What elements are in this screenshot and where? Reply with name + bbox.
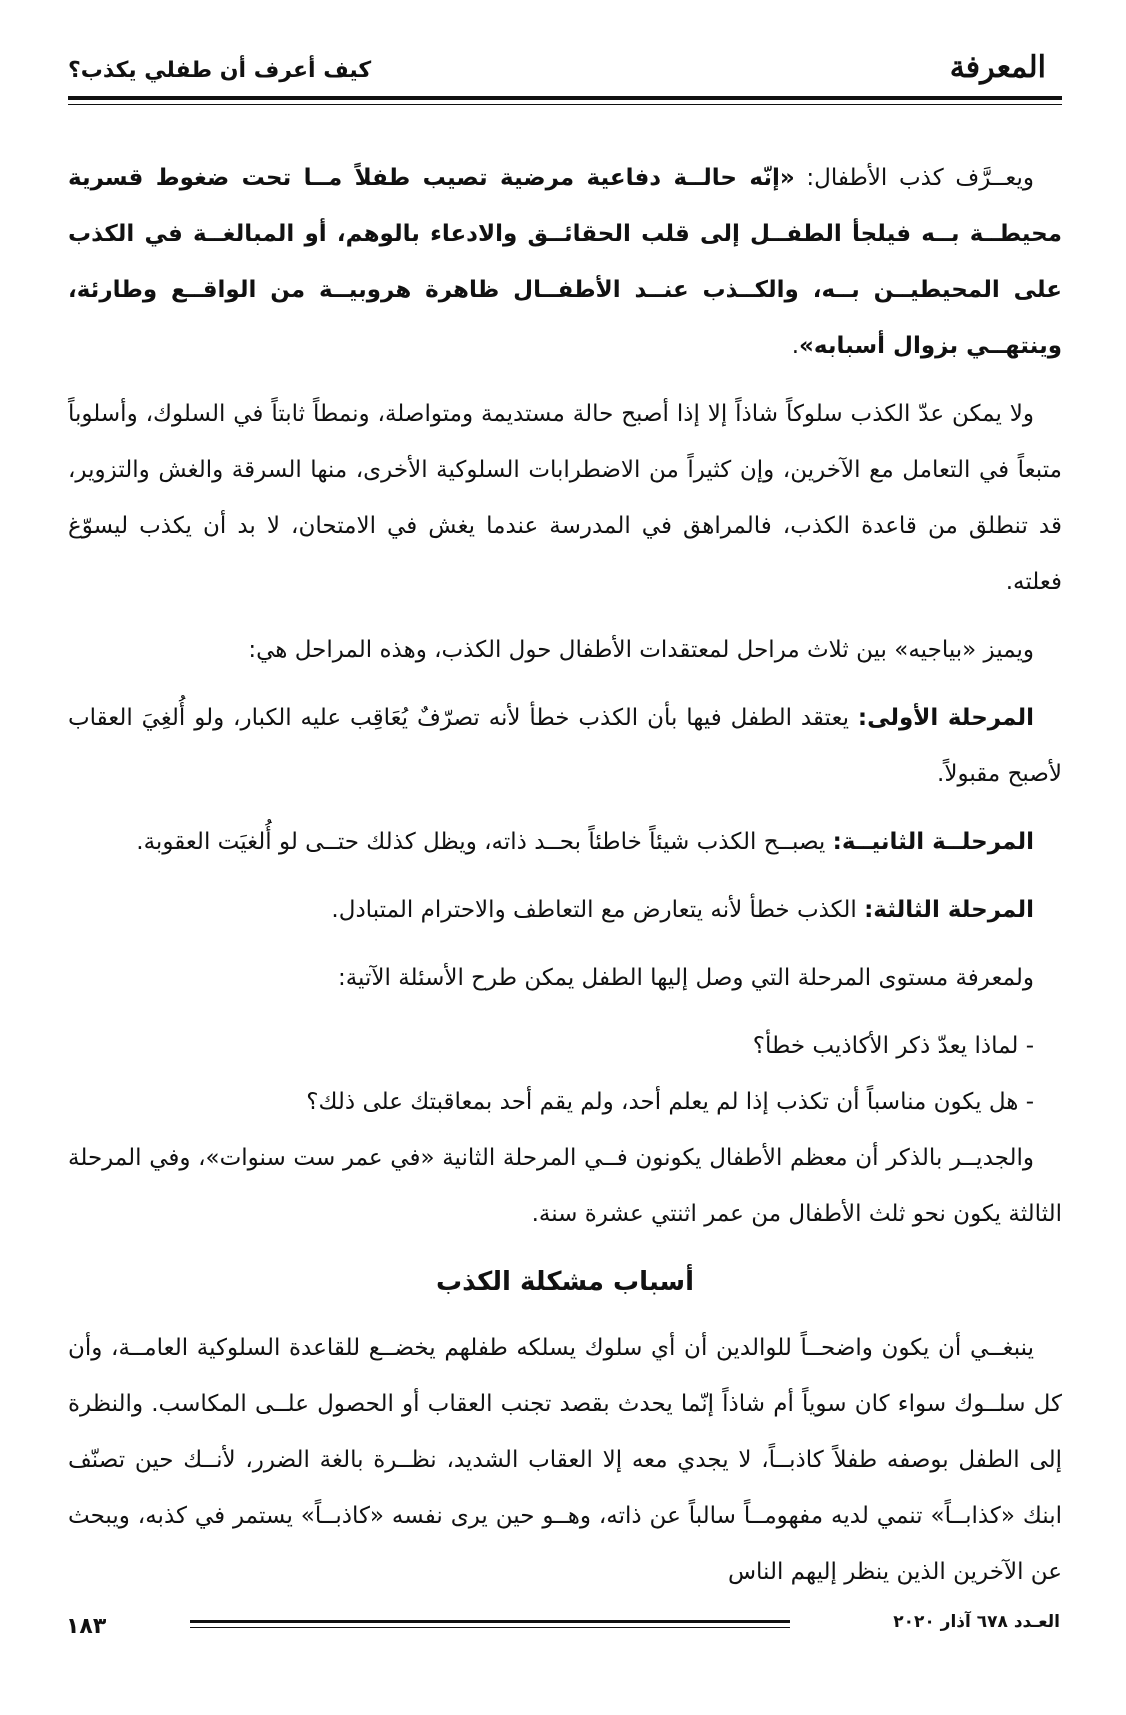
paragraph-causes: ينبغــي أن يكون واضحــاً للوالدين أن أي سلوك يسلكه طفلهم يخضــع للقاعدة السلوكية العامــة، وأن كل سلــوك سواء كان سوياً أم شاذاً إنّما يحدث بقصد تجنب العقاب أو الحصول علــى المكاسب. والنظرة إلى الطفل بوصفه طفلاً كاذبــاً، لا يجدي معه إلا العقاب الشديد، نظــرة بالغة الضرر، لأنــك حين تصنّف ابنك «كذابــاً» تنمي لديه مفهومــاً سالباً عن ذاته، وهــو حين يرى نفسه «كاذبــاً» يستمر في كذبه، ويبحث عن الآخرين الذين ينظر إليهم الناس xyxy=(68,1335,1062,1585)
stage-three-label: المرحلة الثالثة: xyxy=(864,897,1034,923)
stage-one-text: يعتقد الطفل فيها بأن الكذب خطأ لأنه تصرّفٌ يُعَاقِب عليه الكبار، ولو أُلغِيَ العقاب لأصبح مقبولاً. xyxy=(68,705,1062,787)
paragraph-stage-three xyxy=(68,882,1062,938)
issue-info: العـدد ٦٧٨ آذار ٢٠٢٠ xyxy=(893,1612,1060,1632)
paragraph-definition xyxy=(68,150,1062,374)
paragraph-age-note: والجديــر بالذكر أن معظم الأطفال يكونون فــي المرحلة الثانية «في عمر ست سنوات»، وفي المرحلة الثالثة يكون نحو ثلث الأطفال من عمر اثنتي عشرة سنة. xyxy=(68,1145,1062,1227)
page-number: ١٨٣ xyxy=(66,1614,107,1639)
paragraph-questions-intro: ولمعرفة مستوى المرحلة التي وصل إليها الطفل يمكن طرح الأسئلة الآتية: xyxy=(337,965,1034,991)
question-item: - هل يكون مناسباً أن تكذب إذا لم يعلم أحد، ولم يقم أحد بمعاقبتك على ذلك؟ xyxy=(306,1089,1034,1115)
paragraph-stage-two xyxy=(68,814,1062,870)
paragraph-abnormal-lying: ولا يمكن عدّ الكذب سلوكاً شاذاً إلا إذا أصبح حالة مستديمة ومتواصلة، ونمطاً ثابتاً في السلوك، وأسلوباً متبعاً في التعامل مع الآخرين، وإن كثيراً من الاضطرابات السلوكية الأخرى، منها السرقة والغش والتزوير، قد تنطلق من قاعدة الكذب، فالمراهق في المدرسة عندما يغش في الامتحان، لا بد أن يكذب ليسوّغ فعلته. xyxy=(68,401,1062,595)
magazine-logo: المعرفة xyxy=(949,50,1046,85)
stage-three-text: الكذب خطأ لأنه يتعارض مع التعاطف والاحترام المتبادل. xyxy=(331,897,865,923)
header-rule-thick xyxy=(68,96,1062,100)
definition-end: . xyxy=(791,333,800,359)
footer-rule-thick xyxy=(190,1620,790,1623)
footer-rule-thin xyxy=(190,1627,790,1628)
stage-two-text: يصبــح الكذب شيئاً خاطئاً بحــد ذاته، ويظل كذلك حتــى لو أُلغيَت العقوبة. xyxy=(136,829,833,855)
definition-lead: ويعــرَّف كذب الأطفال: xyxy=(794,165,1034,191)
article-running-title: كيف أعرف أن طفلي يكذب؟ xyxy=(68,58,372,83)
paragraph-piaget-intro: ويميز «بياجيه» بين ثلاث مراحل لمعتقدات الأطفال حول الكذب، وهذه المراحل هي: xyxy=(248,637,1034,663)
paragraph-stage-one xyxy=(68,690,1062,802)
definition-quote: «إنّه حالــة دفاعية مرضية تصيب طفلاً مــا تحت ضغوط قسرية محيطــة بــه فيلجأ الطفــل إلى قلب الحقائــق والادعاء بالوهم، أو المبالغــة في الكذب على المحيطيــن بــه، والكــذب عنــد الأطفــال ظاهرة هروبيــة من الواقــع وطارئة، وينتهــي بزوال أسبابه» xyxy=(68,165,1062,359)
article-body xyxy=(68,150,1062,1612)
section-heading: أسباب مشكلة الكذب xyxy=(435,1267,695,1297)
question-item: - لماذا يعدّ ذكر الأكاذيب خطأ؟ xyxy=(752,1033,1034,1059)
stage-two-label: المرحلــة الثانيــة: xyxy=(832,829,1034,855)
stage-one-label: المرحلة الأولى: xyxy=(857,705,1035,731)
header-rule-thin xyxy=(68,104,1062,105)
